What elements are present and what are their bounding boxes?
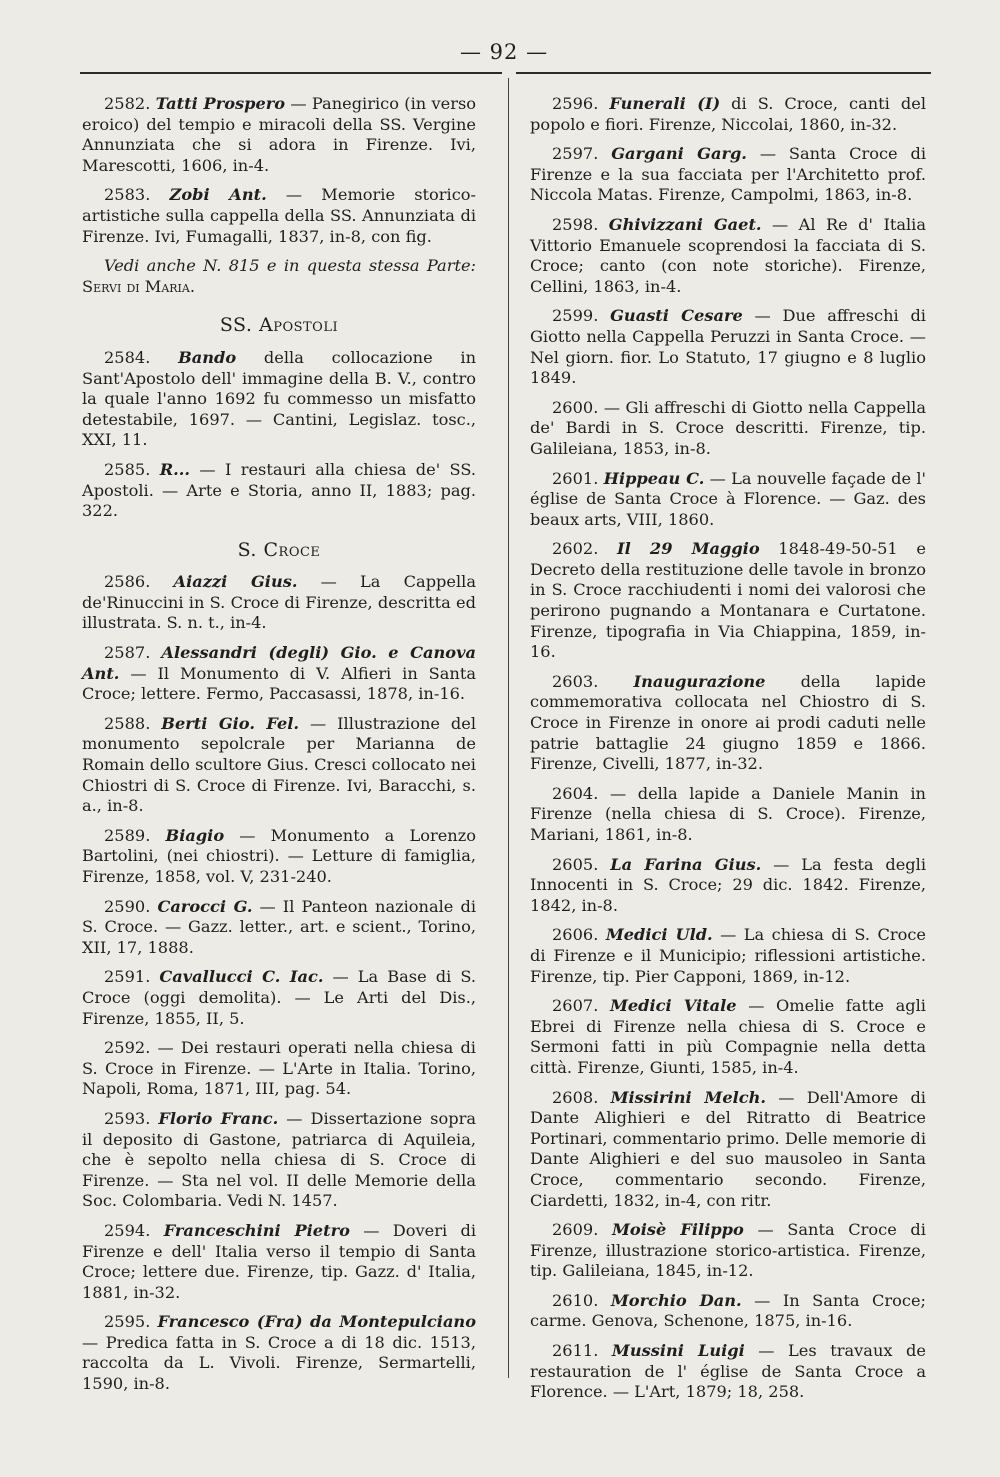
entry-number: 2611. [552, 1341, 599, 1361]
entry-text: — La nouvelle façade de l' église de Santa Croce à Florence. — Gaz. des beaux arts, VIII, 1860. [530, 468, 926, 529]
bibliography-entry [530, 398, 926, 460]
entry-author: Aiazzi Gius. [173, 572, 298, 592]
entry-text: — Al Re d' Italia Vittorio Emanuele scoprendosi la facciata di S. Croce; canto (con note storiche). Firenze, Cellini, 1863, in-4. [530, 214, 926, 296]
entry-text: — Dissertazione sopra il deposito di Gastone, patriarca di Aquileia, che è sepolto nella chiesa di S. Croce di Firenze. — Sta nel vol. II delle Memorie della Soc. Colombaria. Vedi N. 1457. [82, 1108, 476, 1211]
entry-author: Carocci G. [157, 896, 253, 916]
entry-author: Mussini Luigi [611, 1341, 745, 1361]
entry-author: Inaugurazione [633, 671, 766, 691]
entry-author: Morchio Dan. [610, 1290, 742, 1310]
entry-author: Florio Franc. [158, 1108, 279, 1128]
entry-text: 1848-49-50-51 e Decreto della restituzione delle tavole in bronzo in S. Croce racchiudenti i nomi dei valorosi che perirono pugnando a Montanara e Curtatone. Firenze, tipografia in Via Chiappina, 1859, in-16. [530, 539, 926, 662]
entry-text: — Doveri di Firenze e dell' Italia verso il tempio di Santa Croce; lettere due. Firenze, tip. Gazz. d' Italia, 1881, in-32. [82, 1220, 477, 1302]
header-rule-left [80, 72, 502, 74]
entry-number: 2593. [104, 1108, 151, 1128]
bibliography-entry [530, 996, 926, 1078]
bibliography-entry [82, 1038, 476, 1100]
header-rule-right [516, 72, 931, 74]
bibliography-entry [82, 572, 476, 634]
entry-number: 2591. [104, 967, 151, 987]
entry-number: 2601. [552, 468, 599, 488]
entry-author: Zobi Ant. [169, 185, 267, 205]
entry-author: Biagio [165, 825, 225, 845]
entry-author: Gargani Garg. [611, 144, 747, 164]
entry-text: — Illustrazione del monumento sepolcrale per Marianna de Romain dello scultore Gius. Cresci collocato nei Chiostri di S. Croce di Firenze. Ivi, Baracchi, s. a., in-8. [82, 713, 476, 816]
entry-text: — La chiesa di S. Croce di Firenze e il Municipio; riflessioni artistiche. Firenze, tip. Pier Capponi, 1869, in-12. [530, 925, 926, 986]
section-heading-croce: S. Croce [237, 538, 321, 561]
entry-text: — Les travaux de restauration de l' église de Santa Croce a Florence. — L'Art, 1879; 18, 258. [530, 1341, 927, 1402]
entries-group-c [82, 572, 476, 1394]
entries-group-b [82, 348, 476, 522]
entry-text: — La Base di S. Croce (oggi demolita). — Le Arti del Dis., Firenze, 1855, II, 5. [82, 967, 476, 1028]
entry-text: — Dei restauri operati nella chiesa di S. Croce in Firenze. — L'Arte in Italia. Torino, Napoli, Roma, 1871, III, pag. 54. [82, 1038, 476, 1099]
entry-author: Franceschini Pietro [163, 1220, 350, 1240]
bibliography-entry [530, 94, 926, 135]
entry-number: 2607. [552, 996, 599, 1016]
entry-number: 2603. [552, 671, 599, 691]
entries-group-right [530, 94, 926, 1403]
entry-text: — Predica fatta in S. Croce a di 18 dic. 1513, raccolta da L. Vivoli. Firenze, Sermartelli, 1590, in-8. [82, 1332, 476, 1394]
entry-text: — Il Panteon nazionale di S. Croce. — Gazz. letter., art. e scient., Torino, XII, 17, 1888. [82, 896, 477, 957]
entry-number: 2594. [104, 1220, 151, 1240]
entry-number: 2592. [104, 1038, 151, 1058]
entry-number: 2599. [552, 306, 599, 326]
bibliography-entry [530, 306, 926, 388]
entry-number: 2598. [552, 214, 599, 234]
right-column [530, 94, 926, 1412]
entry-author: Bando [178, 347, 237, 367]
entry-number: 2583. [104, 185, 151, 205]
entry-author: R... [159, 459, 191, 479]
entry-number: 2582. [104, 94, 151, 113]
bibliography-entry [82, 1221, 476, 1303]
entry-number: 2600. [552, 397, 599, 417]
bibliography-entry [530, 469, 926, 531]
entry-author: Berti Gio. Fel. [161, 713, 300, 733]
entry-author: Il 29 Maggio [617, 539, 760, 559]
entry-number: 2595. [104, 1312, 151, 1332]
entry-author: Hippeau C. [603, 468, 705, 488]
bibliography-entry [530, 1088, 926, 1212]
entry-text: — Monumento a Lorenzo Bartolini, (nei chiostri). — Letture di famiglia, Firenze, 1858, vol. V, 231-240. [82, 825, 476, 886]
entry-author: Medici Vitale [609, 996, 737, 1016]
entry-number: 2604. [552, 783, 599, 803]
bibliography-entry [530, 144, 926, 206]
entry-number: 2605. [552, 854, 599, 874]
note-text: Vedi anche N. 815 e in questa stessa Parte: [104, 256, 476, 276]
entry-text: — La Cappella de'Rinuccini in S. Croce di Firenze, descritta ed illustrata. S. n. t., in-4. [82, 572, 476, 633]
cross-reference-note [82, 256, 476, 297]
entry-number: 2596. [552, 94, 599, 113]
entry-text: — Il Monumento di V. Alfieri in Santa Croce; lettere. Fermo, Paccasassi, 1878, in-16. [82, 663, 476, 704]
bibliography-entry [530, 539, 926, 663]
entry-author: Ghivizzani Gaet. [608, 214, 762, 234]
bibliography-entry [530, 215, 926, 297]
column-divider [508, 78, 509, 1378]
entry-number: 2587. [104, 643, 151, 663]
entry-number: 2584. [104, 347, 151, 367]
bibliography-entry [530, 672, 926, 775]
bibliography-entry [82, 348, 476, 451]
entry-number: 2606. [552, 925, 599, 945]
section-heading-apostoli: SS. Apostoli [219, 314, 339, 337]
entry-number: 2586. [104, 572, 151, 592]
entry-author: Alessandri (degli) Gio. e Canova Ant. [82, 643, 476, 683]
entries-group-a [82, 94, 476, 247]
entry-author: Cavallucci C. Iac. [159, 967, 324, 987]
left-column [82, 94, 476, 1404]
entry-text: della collocazione in Sant'Apostolo dell' immagine della B. V., contro la quale l'anno 1692 fu commesso un misfatto detestabile, 1697. — Cantini, Legislaz. tosc., XXI, 11. [82, 347, 476, 450]
bibliography-entry [82, 967, 476, 1029]
bibliography-entry [530, 1291, 926, 1332]
bibliography-entry [530, 1341, 926, 1403]
bibliography-entry [82, 185, 476, 247]
entry-text: — Memorie storico-artistiche sulla cappella della SS. Annunziata di Firenze. Ivi, Fumagalli, 1837, in-8, con fig. [82, 185, 476, 246]
entry-text: di S. Croce, canti del popolo e fiori. Firenze, Niccolai, 1860, in-32. [530, 94, 926, 134]
entry-author: Missirini Melch. [610, 1087, 767, 1107]
entry-text: — Santa Croce di Firenze e la sua facciata per l'Architetto prof. Niccola Matas. Firenze, Campolmi, 1863, in-8. [530, 144, 926, 205]
bibliography-entry [530, 784, 926, 846]
entry-number: 2608. [552, 1087, 599, 1107]
bibliography-entry [82, 1109, 476, 1212]
entry-text: — Gli affreschi di Giotto nella Cappella de' Bardi in S. Croce descritti. Firenze, tip. Galileiana, 1853, in-8. [530, 397, 926, 458]
bibliography-entry [82, 1312, 476, 1394]
bibliography-entry [82, 897, 476, 959]
entry-author: Francesco (Fra) da Montepulciano [157, 1312, 476, 1332]
entry-author: Medici Uld. [605, 925, 713, 945]
entry-number: 2585. [104, 459, 151, 479]
entry-number: 2597. [552, 144, 599, 164]
note-small-caps: Servi di Maria. [82, 276, 195, 296]
bibliography-entry [530, 925, 926, 987]
entry-number: 2588. [104, 713, 151, 733]
entry-text: — La festa degli Innocenti in S. Croce; 29 dic. 1842. Firenze, 1842, in-8. [530, 854, 926, 915]
entry-number: 2609. [552, 1220, 599, 1240]
bibliography-entry [82, 643, 476, 705]
entry-author: Moisè Filippo [612, 1220, 744, 1240]
bibliography-entry [82, 94, 476, 176]
bibliography-entry [82, 460, 476, 522]
entry-author: Guasti Cesare [610, 306, 743, 326]
entry-text: — Panegirico (in verso eroico) del tempio e miracoli della SS. Vergine Annunziata che si adora in Firenze. Ivi, Marescotti, 1606, in-4. [82, 94, 476, 175]
entry-text: — I restauri alla chiesa de' SS. Apostoli. — Arte e Storia, anno II, 1883; pag. 322. [82, 459, 476, 521]
entry-text: — In Santa Croce; carme. Genova, Schenone, 1875, in-16. [530, 1290, 926, 1331]
entry-author: Funerali (I) [609, 94, 721, 113]
entry-number: 2610. [552, 1290, 599, 1310]
entry-number: 2590. [104, 896, 151, 916]
bibliography-entry [82, 714, 476, 817]
bibliography-entry [82, 826, 476, 888]
entry-author: Tatti Prospero [155, 94, 286, 113]
entry-text: — Omelie fatte agli Ebrei di Firenze nella chiesa di S. Croce e Sermoni fatti in più Compagnie nella detta città. Firenze, Giunti, 1585, in-4. [530, 996, 926, 1077]
entry-text: — Dell'Amore di Dante Alighieri e del Ritratto di Beatrice Portinari, commentario primo. Delle memorie di Dante Alighieri e del suo mausoleo in Santa Croce, commentario secondo. Firenze, Ciardetti, 1832, in-4, con ritr. [530, 1087, 926, 1210]
entry-author: La Farina Gius. [610, 854, 762, 874]
entry-text: — Due affreschi di Giotto nella Cappella Peruzzi in Santa Croce. — Nel giorn. fior. Lo Statuto, 17 giugno e 8 luglio 1849. [530, 306, 926, 388]
entry-text: — della lapide a Daniele Manin in Firenze (nella chiesa di S. Croce). Firenze, Mariani, 1861, in-8. [530, 783, 926, 844]
page-number: — 92 — [460, 40, 549, 64]
entry-number: 2589. [104, 825, 151, 845]
bibliography-entry [530, 855, 926, 917]
entry-number: 2602. [552, 539, 599, 559]
bibliography-entry [530, 1220, 926, 1282]
entry-text: della lapide commemorativa collocata nel Chiostro di S. Croce in Firenze in onore ai prodi caduti nelle patrie battaglie 24 giugno 1859 e 1866. Firenze, Civelli, 1877, in-32. [530, 671, 926, 774]
entry-text: — Santa Croce di Firenze, illustrazione storico-artistica. Firenze, tip. Galileiana, 1845, in-12. [530, 1220, 926, 1281]
